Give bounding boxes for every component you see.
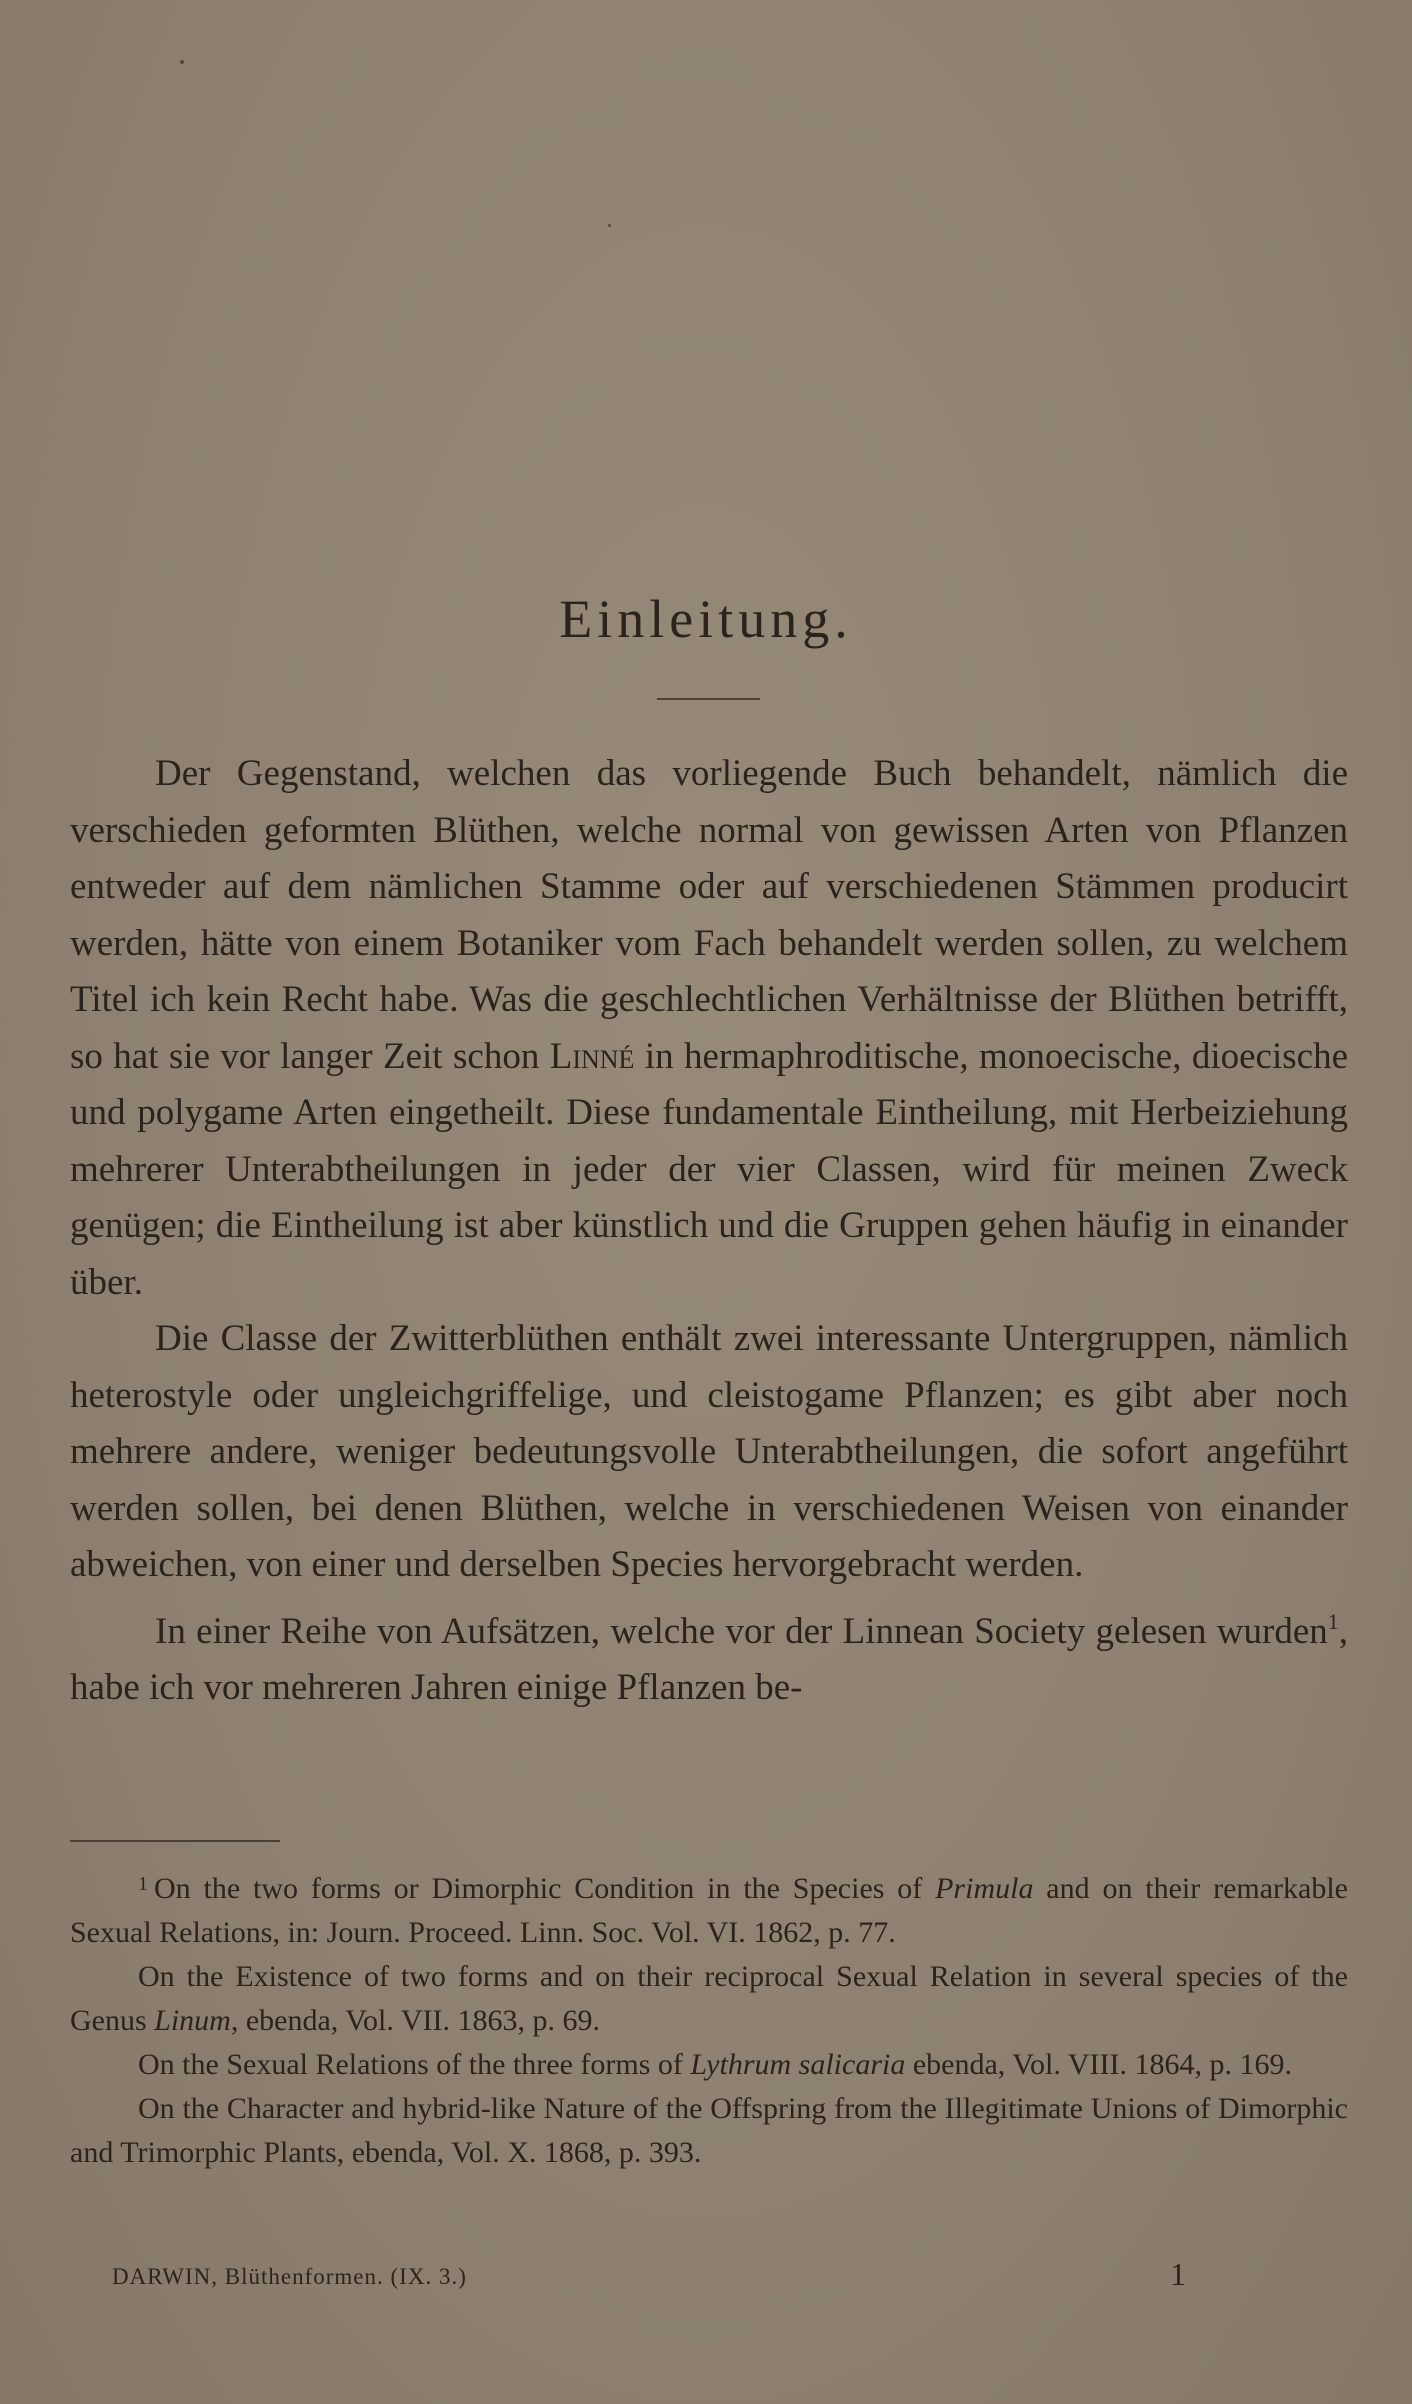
footnote-3-species: Lythrum salicaria — [690, 2048, 906, 2081]
ink-speck — [180, 60, 184, 64]
main-text — [70, 746, 1348, 1717]
footnote-1-text-b: and on their remarkable Sexual Relations, in: Journ. Proceed. Linn. Soc. Vol. VI. 1862, p. 77. — [70, 1872, 1349, 1949]
footnote-4: On the Character and hybrid-like Nature of the Offspring from the Illegitimate Unions of Dimorphic and Trimorphic Plants, ebenda, Vol. X. 1868, p. 393. — [70, 2092, 1348, 2169]
footnote-1 — [70, 1862, 1348, 1955]
author-name-linne: Linné — [549, 1035, 635, 1077]
footnote-2 — [70, 1955, 1348, 2043]
paragraph-1-text-a: Der Gegenstand, welchen das vorliegende Buch behandelt, nämlich die verschieden geformten Blüthen, welche normal von gewissen Arten von Pflanzen entweder auf dem nämlichen Stamme oder auf verschiedenen Stämmen producirt werden, hätte von einem Botaniker vom Fach behandelt werden sollen, zu welchem Titel ich kein Recht habe. Was die geschlechtlichen Verhältnisse der Blüthen betrifft, so hat sie vor langer Zeit schon — [70, 753, 1348, 1077]
paragraph-3-text-a: In einer Reihe von Aufsätzen, welche vor der Linnean Society gelesen wurden — [155, 1610, 1328, 1652]
paragraph-2: Die Classe der Zwitterblüthen enthält zwei interessante Untergruppen, nämlich heterostyle oder ungleichgriffelige, und cleistogame Pflanzen; es gibt aber noch mehrere andere, weniger bedeutungsvolle Unterabtheilungen, die sofort angeführt werden sollen, bei denen Blüthen, welche in verschiedenen Weisen von einander abweichen, von einer und derselben Species hervorgebracht werden. — [70, 1318, 1348, 1585]
footnote-1-genus: Primula — [935, 1872, 1034, 1905]
footnote-2-genus: Linum — [154, 2004, 231, 2037]
title-divider — [657, 698, 760, 700]
paragraph-1 — [70, 746, 1348, 1311]
paragraph-1-text-b: in hermaphroditische, monoecische, dioecische und polygame Arten eingetheilt. Diese fundamentale Eintheilung, mit Herbeiziehung mehrerer Unterabtheilungen in jeder der vier Classen, wird für meinen Zweck genügen; die Eintheilung ist aber künstlich und die Gruppen gehen häufig in einander über. — [70, 1035, 1348, 1303]
footnote-divider — [70, 1840, 280, 1842]
footnote-1-marker: 1 — [138, 1873, 148, 1895]
footnote-3-text-a: On the Sexual Relations of the three forms of — [138, 2048, 691, 2081]
chapter-title: Einleitung. — [559, 589, 853, 649]
footnotes — [70, 1862, 1348, 2175]
footnote-1-text-a: On the two forms or Dimorphic Condition in the Species of — [154, 1872, 936, 1905]
page-number: 1 — [1170, 2256, 1186, 2292]
footnote-marker: 1 — [1327, 1608, 1339, 1634]
printer-signature: DARWIN, Blüthenformen. (IX. 3.) — [112, 2264, 467, 2289]
footnote-3 — [70, 2043, 1348, 2087]
footnote-3-text-b: ebenda, Vol. VIII. 1864, p. 169. — [905, 2048, 1292, 2081]
paragraph-3 — [70, 1594, 1348, 1717]
footnote-2-text-b: , ebenda, Vol. VII. 1863, p. 69. — [230, 2004, 600, 2037]
ink-speck — [608, 224, 611, 227]
paragraph-3-text-b: , habe ich vor mehreren Jahren einige Pflanzen be- — [70, 1610, 1348, 1708]
footnote-2-text-a: On the Existence of two forms and on their reciprocal Sexual Relation in several species of the Genus — [70, 1960, 1348, 2037]
